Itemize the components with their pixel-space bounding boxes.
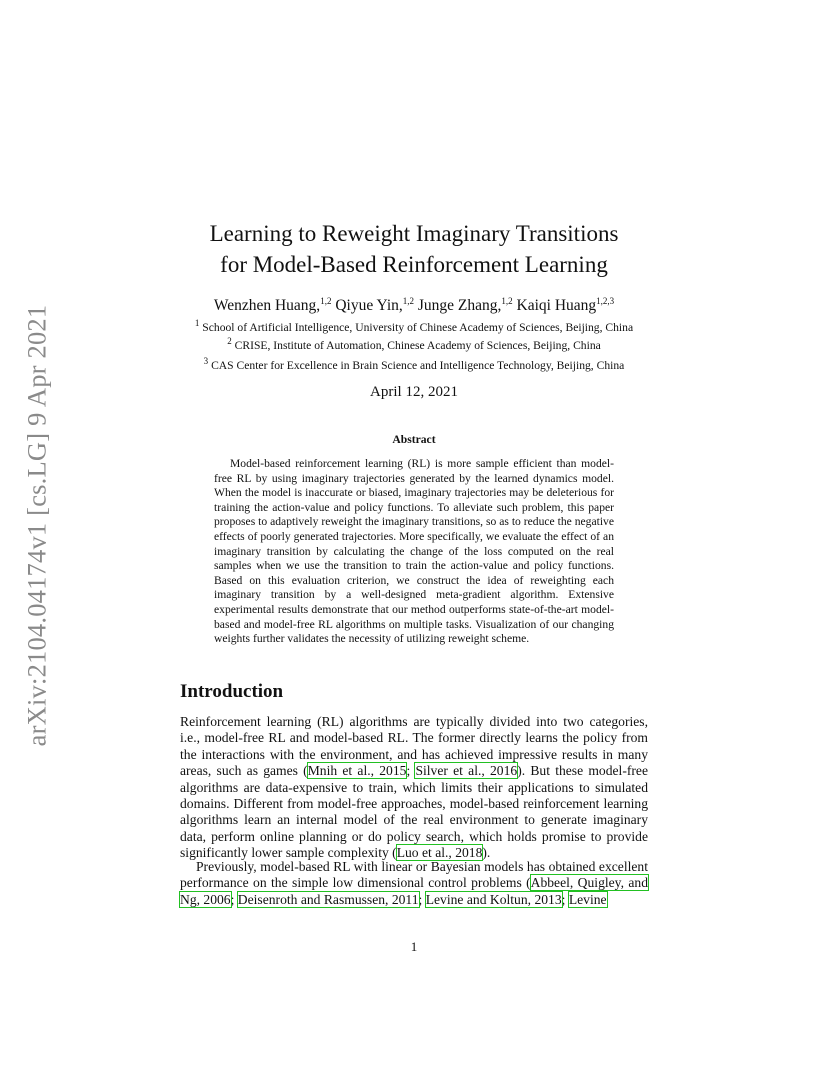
author-name: Qiyue Yin, [335, 297, 403, 315]
paper-title-line-1: Learning to Reweight Imaginary Transitions [209, 221, 619, 246]
introduction-heading: Introduction [180, 681, 284, 702]
paper-title [120, 218, 708, 280]
citation-link-abbeel-2006[interactable]: Abbeel, Quigley, and Ng, 2006 [180, 875, 648, 907]
paragraph-text: ). But these model-free algorithms are data-expensive to train, which limits their applications to simulated domains. Different from model-free approaches, model-based reinforcement learning algorithms learn an internal model of the real environment to generate imaginary data, perform online planning or do policy search, which holds promise to provide significantly lower sample complexity ( [180, 763, 648, 861]
abstract-heading: Abstract [392, 433, 436, 446]
arxiv-stamp-text: arXiv:2104.04174v1 [cs.LG] 9 Apr 2021 [21, 304, 52, 746]
affiliation-mark: 3 [203, 356, 209, 366]
author-name: Kaiqi Huang [516, 297, 597, 315]
citation-link-levine-koltun-2013[interactable]: Levine and Koltun, 2013 [425, 891, 562, 907]
author-affiliation-mark: 1,2 [402, 296, 415, 306]
citation-separator: ; [230, 891, 238, 907]
citation-separator: ; [418, 891, 426, 907]
citation-separator: ; [561, 891, 569, 907]
affiliation-mark: 2 [227, 336, 232, 346]
author-list [120, 291, 708, 316]
author-affiliation-mark: 1,2 [501, 296, 513, 306]
paper-title-line-2: for Model-Based Reinforcement Learning [220, 252, 608, 277]
citation-separator: ; [406, 763, 416, 779]
paragraph-text: ). [482, 845, 491, 861]
affiliation-2 [100, 333, 728, 354]
introduction-paragraph-2 [180, 859, 648, 908]
arxiv-identifier-stamp [14, 295, 60, 755]
paragraph-text: Previously, model-based RL with linear or Bayesian models has obtained excellent performance on the simple low dimensional control problems ( [180, 859, 648, 891]
citation-link-levine[interactable]: Levine [568, 891, 607, 907]
author-name: Wenzhen Huang, [213, 297, 321, 315]
affiliation-text: CAS Center for Excellence in Brain Science and Intelligence Technology, Beijing, China [211, 358, 625, 372]
affiliation-text: School of Artificial Intelligence, University of Chinese Academy of Sciences, Beijing, China [202, 320, 634, 334]
abstract-text: Model-based reinforcement learning (RL) is more sample efficient than model-free RL by using imaginary trajectories generated by the learned dynamics model. When the model is inaccurate or biased, imaginary trajectories may be deleterious for training the action-value and policy functions. To alleviate such problem, this paper proposes to adaptively reweight the imaginary transitions, so as to reduce the negative effects of poorly generated trajectories. More specifically, we evaluate the effect of an imaginary transition by calculating the change of the loss computed on the real samples when we use the transition to train the action-value and policy functions. Based on this evaluation criterion, we construct the idea of reweighting each imaginary transition by a well-designed meta-gradient algorithm. Extensive experimental results demonstrate that our method outperforms state-of-the-art model-based and model-free RL algorithms on multiple tasks. Visualization of our changing weights further validates the necessity of utilizing reweight scheme. [214, 457, 614, 646]
citation-link-deisenroth-2011[interactable]: Deisenroth and Rasmussen, 2011 [237, 891, 419, 907]
page-number: 1 [410, 939, 418, 954]
paper-date: April 12, 2021 [370, 384, 458, 400]
author-name: Junge Zhang, [417, 297, 502, 315]
introduction-paragraph-1 [180, 714, 648, 862]
affiliation-mark: 1 [194, 318, 200, 328]
author-affiliation-mark: 1,2,3 [596, 296, 615, 306]
affiliation-text: CRISE, Institute of Automation, Chinese Academy of Sciences, Beijing, China [234, 338, 601, 352]
citation-link-luo-2018[interactable]: Luo et al., 2018 [396, 845, 483, 861]
paragraph-text: Reinforcement learning (RL) algorithms are typically divided into two categories, i.e., model-free RL and model-based RL. The former directly learns the policy from the interactions with the environment, and has achieved impressive results in many areas, such as games ( [180, 714, 648, 779]
author-affiliation-mark: 1,2 [320, 296, 332, 306]
affiliation-3 [100, 353, 728, 374]
citation-link-mnih-2015[interactable]: Mnih et al., 2015 [307, 763, 407, 779]
citation-link-silver-2016[interactable]: Silver et al., 2016 [415, 763, 518, 779]
